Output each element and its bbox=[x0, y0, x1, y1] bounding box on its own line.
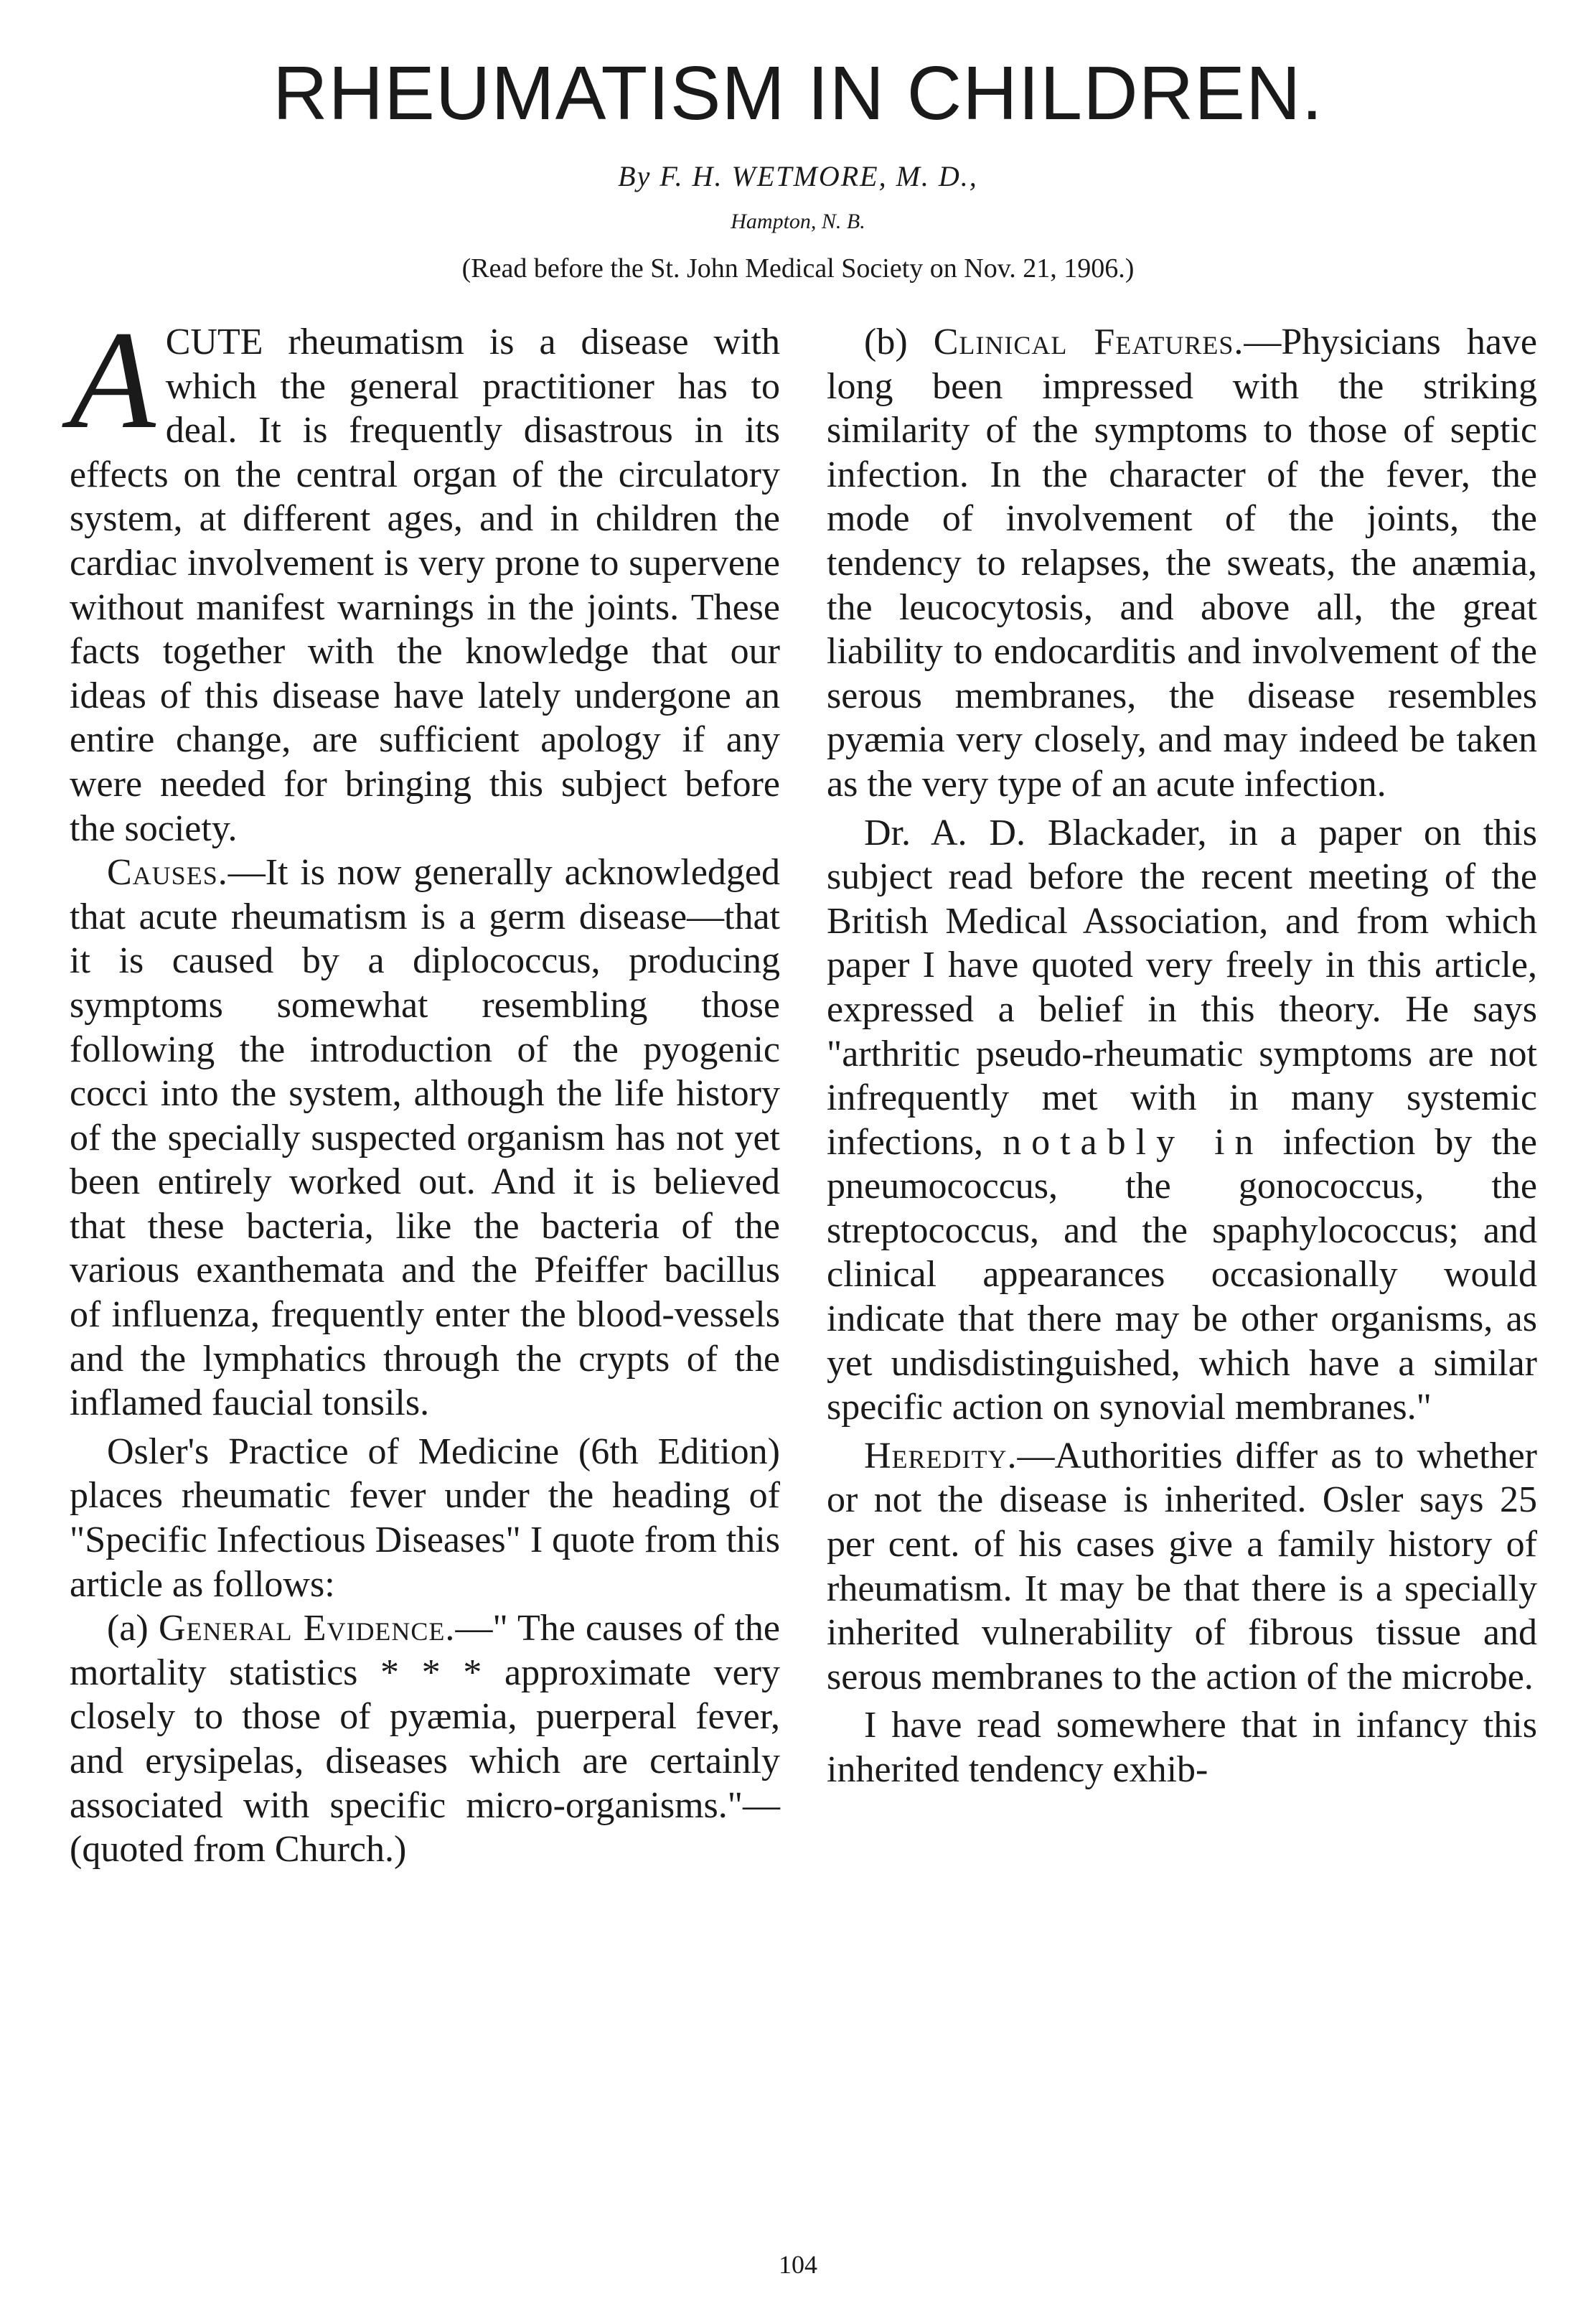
general-evidence-paragraph bbox=[70, 1606, 780, 1872]
heredity-paragraph bbox=[827, 1434, 1537, 1700]
author-byline: By F. H. WETMORE, M. D., bbox=[618, 160, 978, 192]
general-evidence-text: —" The causes of the mortality statistics * * * approximate very closely to those of pyæmia, puerperal fever, and erysipelas, diseases which are certainly associated with specific micro-organisms."—(quoted from Church.) bbox=[70, 1608, 780, 1870]
clinical-features-heading: Clinical Features. bbox=[933, 322, 1244, 362]
blackader-spaced-text: notably in bbox=[1003, 1121, 1264, 1163]
blackader-text-end: infection by the pneumococcus, the gonococcus, the streptococcus, and the spaphylococcus; and clinical appearances occasionally would indicate that there may be other organisms, as yet undisdistinguished, which have a similar specific action on synovial membranes." bbox=[827, 1121, 1537, 1428]
left-column bbox=[70, 302, 780, 1872]
read-note: (Read before the St. John Medical Society on Nov. 21, 1906.) bbox=[461, 253, 1135, 284]
causes-paragraph bbox=[70, 851, 780, 1425]
intro-paragraph bbox=[70, 302, 780, 851]
author-location: Hampton, N. B. bbox=[731, 210, 865, 233]
blackader-text-start: Dr. A. D. Blackader, in a paper on this subject read before the recent meeting of the British Medical Association, and from which paper I have quoted very freely in this article, expressed a belief in this theory. He says "arthritic pseudo-rheumatic symptoms are not infrequently met with in many systemic infections, bbox=[827, 812, 1537, 1163]
infancy-paragraph: I have read somewhere that in infancy this inherited tendency exhib- bbox=[827, 1705, 1537, 1790]
causes-text: —It is now generally acknowledged that acute rheumatism is a germ disease—that it is caused by a diplococcus, producing symptoms somewhat resembling those following the introduction of the pyogenic cocci into the system, although the life history of the specially suspected organism has not yet been entirely worked out. And it is believed that these bacteria, like the bacteria of the various exanthemata and the Pfeiffer bacillus of influenza, frequently enter the blood-vessels and the lymphatics through the crypts of the inflamed faucial tonsils. bbox=[70, 852, 780, 1424]
clinical-features-text: —Physicians have long been impressed with the striking similarity of the symptoms to those of septic infection. In the character of the fever, the mode of involvement of the joints, the tendency to relapses, the sweats, the anæmia, the leucocytosis, and above all, the great liability to endocarditis and involvement of the serous membranes, the disease resembles pyæmia very closely, and may indeed be taken as the very type of an acute infection. bbox=[827, 322, 1538, 805]
blackader-paragraph bbox=[827, 811, 1537, 1430]
heredity-heading: Heredity. bbox=[864, 1435, 1018, 1476]
intro-text: CUTE rheumatism is a disease with which the general practitioner has to deal. It is frequently disastrous in its effects on the central organ of the circulatory system, at different ages, and in children the cardiac involvement is very prone to supervene without manifest warnings in the joints. These facts together with the knowledge that our ideas of this disease have lately undergone an entire change, are sufficient apology if any were needed for bringing this subject before the society. bbox=[70, 322, 780, 849]
right-column bbox=[827, 320, 1537, 1792]
heredity-text: —Authorities differ as to whether or not the disease is inherited. Osler says 25 per cent. of his cases give a family history of rheumatism. It may be that there is a specially inherited vulnerability of fibrous tissue and serous membranes to the action of the microbe. bbox=[827, 1435, 1537, 1697]
drop-cap: A bbox=[70, 302, 156, 458]
clinical-features-paragraph bbox=[827, 320, 1537, 807]
general-evidence-heading: General Evidence. bbox=[158, 1608, 456, 1649]
article-title: RHEUMATISM IN CHILDREN. bbox=[273, 51, 1323, 136]
clinical-features-label: (b) bbox=[864, 322, 934, 362]
causes-heading: Causes. bbox=[107, 852, 228, 894]
general-evidence-label: (a) bbox=[107, 1608, 159, 1649]
osler-paragraph: Osler's Practice of Medicine (6th Edition) places rheumatic fever under the heading of "Specific Infectious Diseases" I quote from this article as follows: bbox=[70, 1430, 780, 1605]
page-number: 104 bbox=[779, 2250, 817, 2279]
